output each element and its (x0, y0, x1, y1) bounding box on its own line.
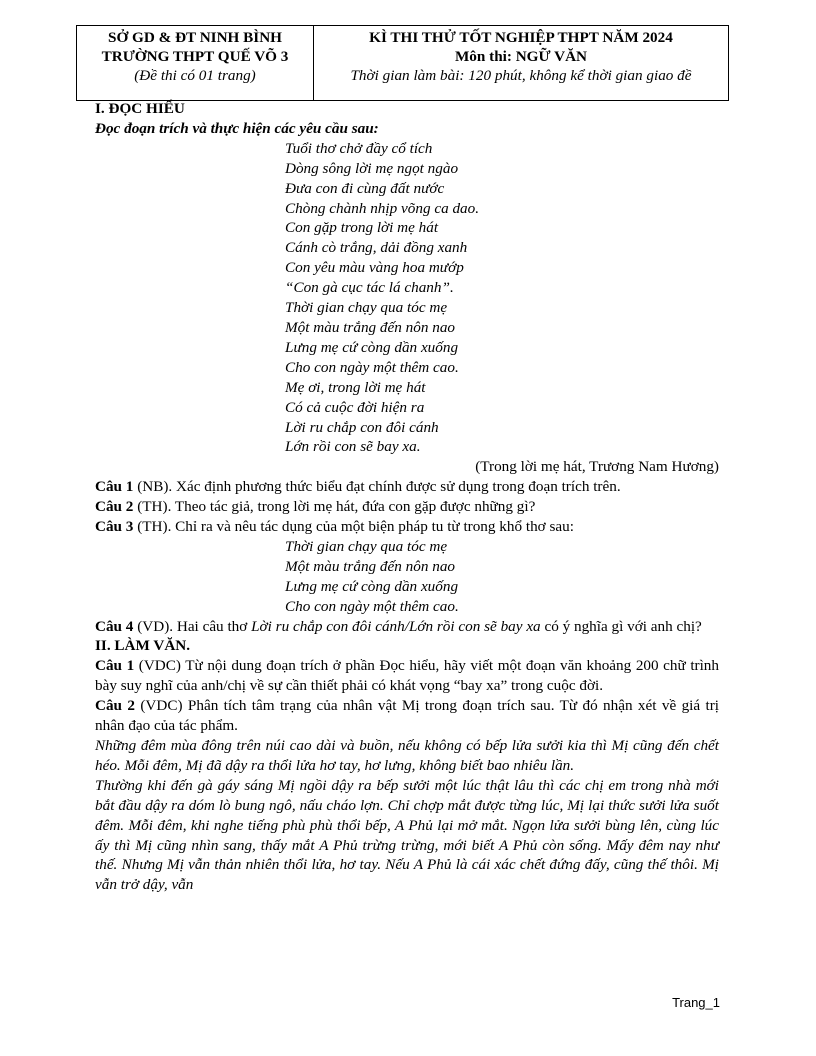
task-label: Câu 1 (95, 657, 135, 675)
exam-title: KÌ THI THỬ TỐT NGHIỆP THPT NĂM 2024 (369, 29, 673, 46)
poem-line: Dòng sông lời mẹ ngọt ngào (285, 159, 459, 177)
poem-excerpt (95, 139, 719, 458)
exam-subject: Môn thi: NGỮ VĂN (454, 48, 588, 65)
task-label: Câu 2 (95, 697, 135, 715)
poem-line: Có cả cuộc đời hiện ra (285, 398, 425, 416)
writing-task-1 (95, 656, 719, 696)
question-4 (95, 617, 719, 637)
section-writing-title: II. LÀM VĂN. (95, 637, 191, 655)
question-text: (TH). Chỉ ra và nêu tác dụng của một biện pháp tu từ trong khổ thơ sau: (133, 518, 574, 536)
poem-line: Con gặp trong lời mẹ hát (285, 219, 439, 237)
school-info-cell (77, 26, 314, 100)
exam-info-cell (314, 26, 728, 100)
task-text: (VDC) Phân tích tâm trạng của nhân vật Mị trong đoạn trích sau. Từ đó nhận xét về giá trị nhân đạo của tác phẩm. (95, 697, 719, 735)
question-label: Câu 4 (95, 617, 134, 635)
question-quote: Lời ru chắp con đôi cánh/Lớn rồi con sẽ bay xa (251, 617, 541, 635)
question-label: Câu 1 (95, 478, 134, 496)
poem-line: Tuổi thơ chở đầy cổ tích (285, 139, 433, 157)
poem-line: Cho con ngày một thêm cao. (285, 358, 459, 376)
page-count-note: (Đề thi có 01 trang) (134, 67, 256, 84)
poem-line: Thời gian chạy qua tóc mẹ (285, 299, 448, 317)
question-3-stanza (95, 537, 719, 617)
poem-line: Cánh cò trắng, dải đồng xanh (285, 239, 468, 257)
poem-line: Đưa con đi cùng đất nước (285, 179, 445, 197)
question-label: Câu 2 (95, 498, 134, 516)
poem-line: Con yêu màu vàng hoa mướp (285, 259, 464, 277)
question-text: có ý nghĩa gì với anh chị? (540, 617, 702, 635)
poem-line: “Con gà cục tác lá chanh”. (285, 279, 454, 297)
poem-line: Cho con ngày một thêm cao. (285, 597, 459, 615)
poem-line: Mẹ ơi, trong lời mẹ hát (285, 378, 426, 396)
reading-instruction: Đọc đoạn trích và thực hiện các yêu cầu sau: (95, 119, 379, 137)
poem-line: Chòng chành nhịp võng ca dao. (285, 199, 480, 217)
poem-line: Một màu trắng đến nôn nao (285, 318, 456, 336)
school-name: TRƯỜNG THPT QUẾ VÕ 3 (101, 48, 289, 65)
question-text: (VD). Hai câu thơ (133, 617, 252, 635)
question-2 (95, 497, 719, 517)
poem-line: Lưng mẹ cứ còng dần xuống (285, 577, 459, 595)
exam-duration: Thời gian làm bài: 120 phút, không kể thời gian giao đề (350, 67, 692, 84)
question-3 (95, 517, 719, 537)
excerpt-paragraph-2: Thường khi đến gà gáy sáng Mị ngồi dậy ra bếp sưởi một lúc thật lâu thì các chị em trong nhà mới bắt đầu dậy ra dóm lò bung ngô, nấu cháo lợn. Chỉ chợp mắt được từng lúc, Mị lại thức sưởi lửa suốt đêm. Mỗi đêm, khi nghe tiếng phù phù thổi bếp, A Phủ lại mở mắt. Ngọn lửa sưởi bùng lên, cùng lúc ấy thì Mị cũng nhìn sang, thấy mắt A Phủ trừng trừng, mới biết A Phủ còn sống. Mấy đêm nay như thế. Nhưng Mị vẫn thản nhiên thổi lửa, hơ tay. Nếu A Phủ là cái xác chết đứng đấy, cũng thế thôi. Mị vẫn trở dậy, vẫn (95, 776, 719, 894)
question-label: Câu 3 (95, 518, 134, 536)
writing-task-2 (95, 696, 719, 736)
poem-line: Lớn rồi con sẽ bay xa. (285, 438, 421, 456)
poem-source: (Trong lời mẹ hát, Trương Nam Hương) (475, 458, 719, 476)
exam-body (95, 99, 719, 895)
question-text: (TH). Theo tác giả, trong lời mẹ hát, đứa con gặp được những gì? (133, 498, 536, 516)
poem-line: Lời ru chắp con đôi cánh (285, 418, 439, 436)
poem-line: Một màu trắng đến nôn nao (285, 557, 456, 575)
poem-line: Lưng mẹ cứ còng dần xuống (285, 338, 459, 356)
question-1 (95, 477, 719, 497)
poem-line: Thời gian chạy qua tóc mẹ (285, 537, 448, 555)
exam-header-table (76, 25, 729, 101)
page-number: Trang_1 (672, 995, 720, 1010)
task-text: (VDC) Từ nội dung đoạn trích ở phần Đọc hiểu, hãy viết một đoạn văn khoảng 200 chữ trình bày suy nghĩ của anh/chị về sự cần thiết phải có khát vọng “bay xa” trong cuộc đời. (95, 657, 719, 695)
section-reading-title: I. ĐỌC HIỂU (95, 100, 185, 117)
question-text: (NB). Xác định phương thức biểu đạt chính được sử dụng trong đoạn trích trên. (133, 478, 621, 496)
department-name: SỞ GD & ĐT NINH BÌNH (108, 29, 282, 46)
excerpt-paragraph-1: Những đêm mùa đông trên núi cao dài và buồn, nếu không có bếp lửa sưởi kia thì Mị cũng đến chết héo. Mỗi đêm, Mị đã dậy ra thổi lửa hơ tay, hơ lưng, không biết bao nhiêu lần. (95, 737, 719, 774)
